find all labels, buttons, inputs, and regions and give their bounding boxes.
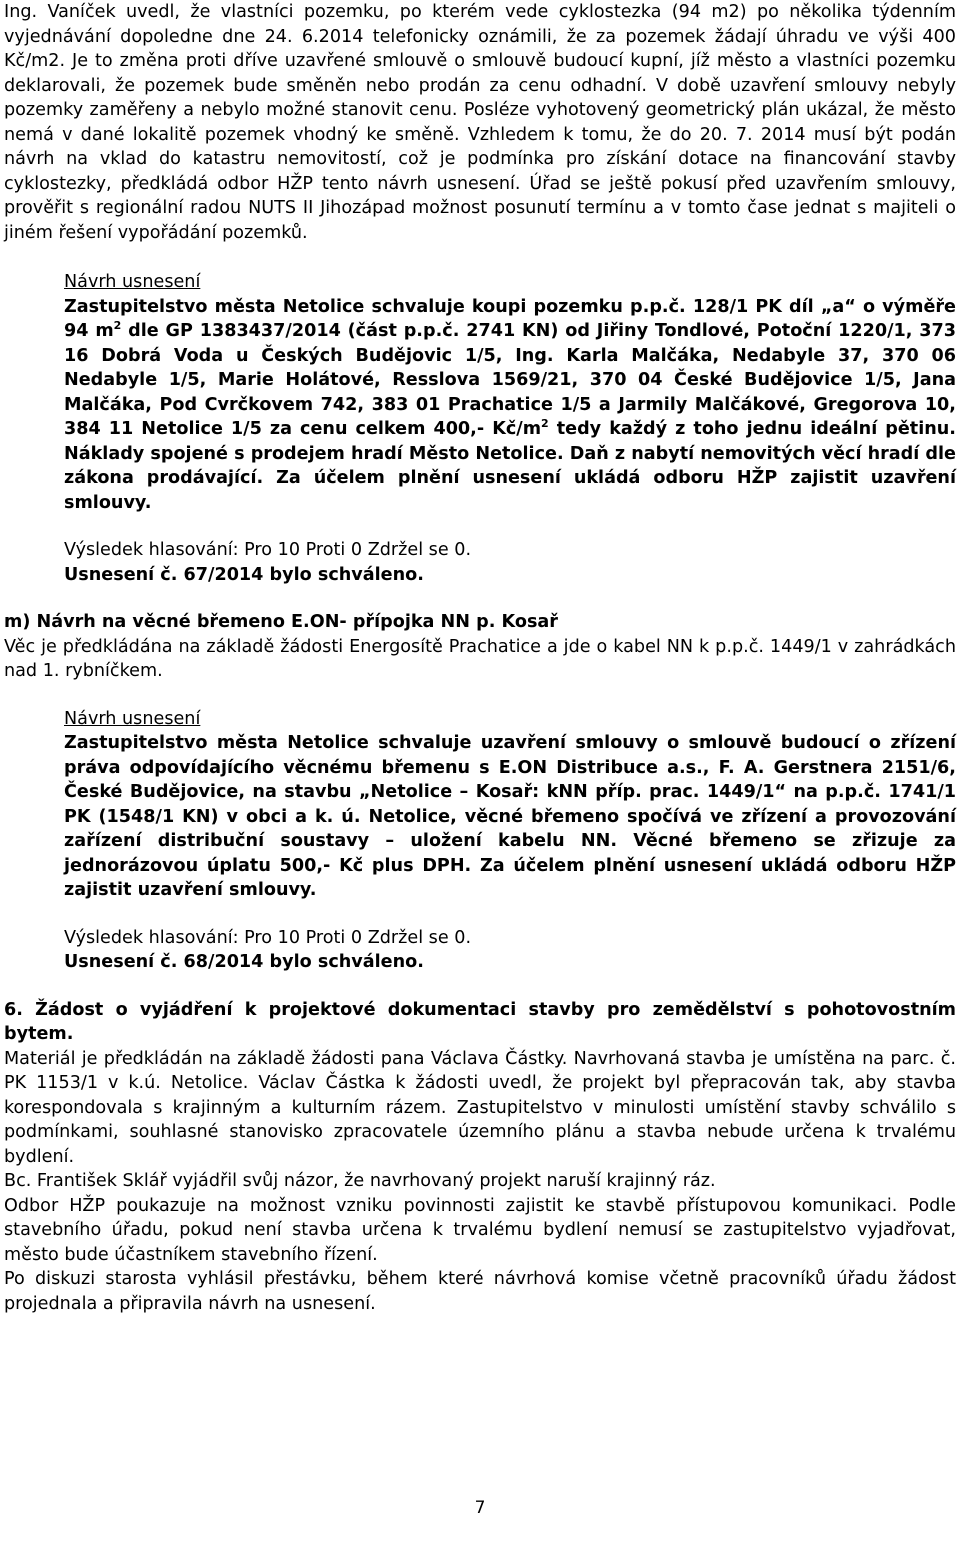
section-m-text: Věc je předkládána na základě žádosti Energosítě Prachatice a jde o kabel NN k p.p.č. 1449/1 v zahrádkách nad 1. rybníčkem. <box>4 636 956 681</box>
section-m-heading: m) Návrh na věcné břemeno E.ON- přípojka NN p. Kosař <box>4 612 558 632</box>
section-6-paragraph: Bc. František Sklář vyjádřil svůj názor, že navrhovaný projekt naruší krajinný ráz. <box>4 1171 716 1191</box>
section-6-paragraph: Odbor HŽP poukazuje na možnost vzniku povinnosti zajistit ke stavbě přístupovou komunikaci. Podle stavebního úřadu, pokud není stavba určena k trvalému bydlení nemusí se zastupitelstvo vyjadřovat, město bude účastníkem stavebního řízení. <box>4 1195 956 1265</box>
intro-paragraph: Ing. Vaníček uvedl, že vlastníci pozemku, po kterém vede cyklostezka (94 m2) po několika týdenním vyjednávání dopoledne dne 24. 6.2014 telefonicky oznámili, že za pozemek žádají úhradu ve výši 400 Kč/m2. Je to změna proti dříve uzavřené smlouvě o smlouvě budoucí kupní, jíž město a vlastníci pozemku deklarovali, že pozemek bude směněn nebo prodán za cenu odhadní. V době uzavření smlouvy nebyly pozemky zaměřeny a nebylo možné stanovit cenu. Posléze vyhotovený geometrický plán ukázal, že město nemá v dané lokalitě pozemek vhodný ke směně. Vzhledem k tomu, že do 20. 7. 2014 musí být podán návrh na vklad do katastru nemovitostí, což je podmínka pro získání dotace na financování stavby cyklostezky, předkládá odbor HŽP tento návrh usnesení. Úřad se ještě pokusí před uzavřením smlouvy, prověřit s regionální radou NUTS II Jihozápad možnost posunutí termínu a v tomto čase jednat s majiteli o jiném řešení vypořádání pozemků. <box>4 2 956 243</box>
resolution-text-part: dle GP 1383437/2014 (část p.p.č. 2741 KN) od Jiřiny Tondlové, Potoční 1220/1, 373 16 Dobrá Voda u Českých Budějovic 1/5, Ing. Karla Malčáka, Nedabyle 37, 370 06 Nedabyle 1/5, Marie Holátové, Resslova 1569/21, 370 04 České Budějovice 1/5, Jana Malčáka, Pod Cvrčkovem 742, 383 01 Prachatice 1/5 a Jarmily Malčákové, Gregorova 10, 384 11 Netolice 1/5 za cenu celkem 400,- Kč/m <box>64 321 956 439</box>
resolution-heading: Návrh usnesení <box>64 272 201 292</box>
document-page <box>4 0 956 1316</box>
resolution-block-68 <box>4 707 956 975</box>
resolution-text <box>64 295 956 516</box>
section-6-paragraph: Materiál je předkládán na základě žádosti pana Václava Částky. Navrhovaná stavba je umístěna na parc. č. PK 1153/1 v k.ú. Netolice. Václav Částka k žádosti uvedl, že projekt byl přepracován tak, aby stavba korespondovala s krajinným a kulturním rázem. Zastupitelstvo v minulosti umístění stavby schválilo s podmínkami, souhlasné stanovisko zpracovatele územního plánu a stavba nebude určena k trvalému bydlení. <box>4 1048 956 1167</box>
resolution-text-part: tedy každý z toho jednu ideální pětinu. Náklady spojené s prodejem hradí Město Netolice. Daň z nabytí nemovitých věcí hradí dle zákona prodávající. Za účelem plnění usnesení ukládá odboru HŽP zajistit uzavření smlouvy. <box>64 419 956 513</box>
superscript: 2 <box>541 417 549 431</box>
superscript: 2 <box>113 319 122 333</box>
section-6-heading: 6. Žádost o vyjádření k projektové dokumentaci stavby pro zemědělství s pohotovostním bytem. <box>4 999 956 1044</box>
section-6-paragraph: Po diskuzi starosta vyhlásil přestávku, během které návrhová komise včetně pracovníků úřadu žádost projednala a připravila návrh na usnesení. <box>4 1269 956 1314</box>
resolution-text-part: Zastupitelstvo města Netolice schvaluje koupi pozemku p.p.č. 128/1 PK díl „a“ o výměře 94 m <box>64 296 956 341</box>
page-number: 7 <box>474 1498 486 1518</box>
resolution-text: Zastupitelstvo města Netolice schvaluje uzavření smlouvy o smlouvě budoucí o zřízení práva odpovídajícího věcnému břemenu s E.ON Distribuce a.s., F. A. Gerstnera 2151/6, České Budějovice, na stavbu „Netolice – Kosař: kNN příp. prac. 1449/1“ na p.p.č. 1741/1 PK (1548/1 KN) v obci a k. ú. Netolice, věcné břemeno spočívá ve zřízení a provozování zařízení distribuční soustavy – uložení kabelu NN. Věcné břemeno se zřizuje za jednorázovou úplatu 500,- Kč plus DPH. Za účelem plnění usnesení ukládá odboru HŽP zajistit uzavření smlouvy. <box>64 733 956 900</box>
resolution-number: Usnesení č. 68/2014 bylo schváleno. <box>64 952 424 972</box>
resolution-heading: Návrh usnesení <box>64 708 201 729</box>
resolution-block-67 <box>4 270 956 587</box>
resolution-number: Usnesení č. 67/2014 bylo schváleno. <box>64 564 424 585</box>
vote-result: Výsledek hlasování: Pro 10 Proti 0 Zdržel se 0. <box>64 927 472 948</box>
vote-result: Výsledek hlasování: Pro 10 Proti 0 Zdržel se 0. <box>64 540 472 560</box>
